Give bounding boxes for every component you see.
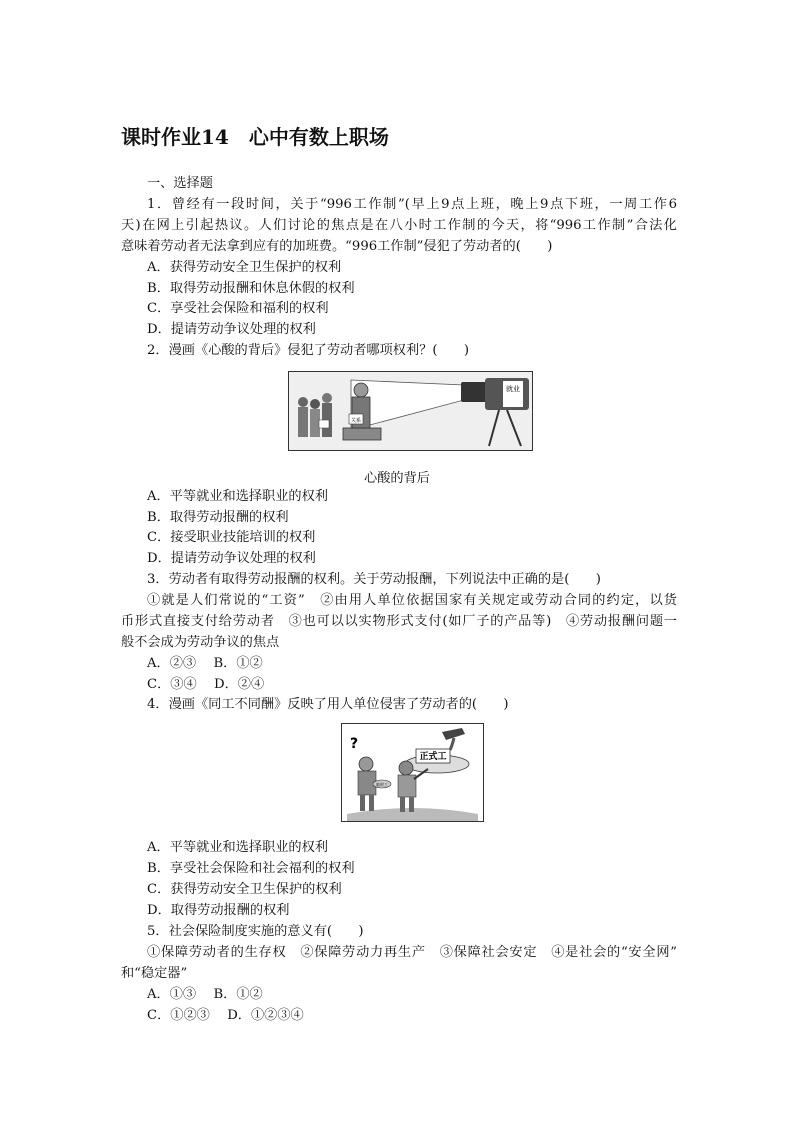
q4-option-a: A．平等就业和选择职业的权利 xyxy=(147,840,328,855)
q4-option-c: C．获得劳动安全卫生保护的权利 xyxy=(147,882,342,897)
q3-item-line-1: ①就是人们常说的“工资” ②由用人单位依据国家有关规定或劳动合同的约定，以货 xyxy=(147,593,677,608)
svg-text:?: ? xyxy=(350,736,359,752)
q3-options-cd: C．③④ D．②④ xyxy=(147,677,265,692)
q5-item-line-2: 和“稳定器” xyxy=(121,966,188,981)
spotlight-sign: 就业 xyxy=(506,385,520,393)
q3-options-ab: A．②③ B．①② xyxy=(147,656,263,671)
q4-option-d: D．取得劳动报酬的权利 xyxy=(147,903,290,918)
cartoon-tonggong-butongchou xyxy=(341,723,484,822)
section-heading: 一、选择题 xyxy=(147,176,213,191)
q1-stem-line-1: 1．曾经有一段时间，关于“996工作制”(早上9点上班，晚上9点下班，一周工作6 xyxy=(147,197,677,212)
q3-stem: 3．劳动者有取得劳动报酬的权利。关于劳动报酬，下列说法中正确的是( ) xyxy=(147,572,601,587)
q1-option-b: B．取得劳动报酬和休息休假的权利 xyxy=(147,281,355,296)
q5-options-ab: A．①③ B．①② xyxy=(147,987,263,1002)
small-bowl-label: 临时工 xyxy=(376,782,388,787)
q5-stem: 5．社会保险制度实施的意义有( ) xyxy=(147,924,364,939)
q4-option-b: B．享受社会保险和社会福利的权利 xyxy=(147,861,355,876)
q2-option-c: C．接受职业技能培训的权利 xyxy=(147,530,316,545)
page-title: 课时作业14 心中有数上职场 xyxy=(121,125,389,149)
q5-options-cd: C．①②③ D．①②③④ xyxy=(147,1008,304,1023)
q5-item-line-1: ①保障劳动者的生存权 ②保障劳动力再生产 ③保障社会安定 ④是社会的“安全网” xyxy=(147,945,677,960)
q4-stem: 4．漫画《同工不同酬》反映了用人单位侵害了劳动者的( ) xyxy=(147,697,509,712)
q2-option-b: B．取得劳动报酬的权利 xyxy=(147,510,289,525)
q2-option-d: D．提请劳动争议处理的权利 xyxy=(147,551,316,566)
q1-stem-line-3: 意味着劳动者无法拿到应有的加班费。“996工作制”侵犯了劳动者的( ) xyxy=(121,239,553,254)
q2-option-a: A．平等就业和选择职业的权利 xyxy=(147,489,328,504)
q1-stem-line-2: 天)在网上引起热议。人们讨论的焦点是在八小时工作制的今天，将“996工作制”合法化 xyxy=(121,218,677,233)
q2-stem: 2．漫画《心酸的背后》侵犯了劳动者哪项权利？( ) xyxy=(147,343,469,358)
q3-item-line-2: 币形式直接支付给劳动者 ③也可以以实物形式支付(如厂子的产品等) ④劳动报酬问题一 xyxy=(121,614,677,629)
badge-label: 关系 xyxy=(350,418,362,424)
q1-option-d: D．提请劳动争议处理的权利 xyxy=(147,322,316,337)
q2-figure-caption: 心酸的背后 xyxy=(364,471,430,486)
q1-option-c: C．享受社会保险和福利的权利 xyxy=(147,301,329,316)
bowl-sign: 正式工 xyxy=(419,752,447,762)
q1-option-a: A．获得劳动安全卫生保护的权利 xyxy=(147,260,342,275)
q3-item-line-3: 般不会成为劳动争议的焦点 xyxy=(121,635,280,650)
cartoon-xinsuan-de-beihou xyxy=(288,371,533,451)
